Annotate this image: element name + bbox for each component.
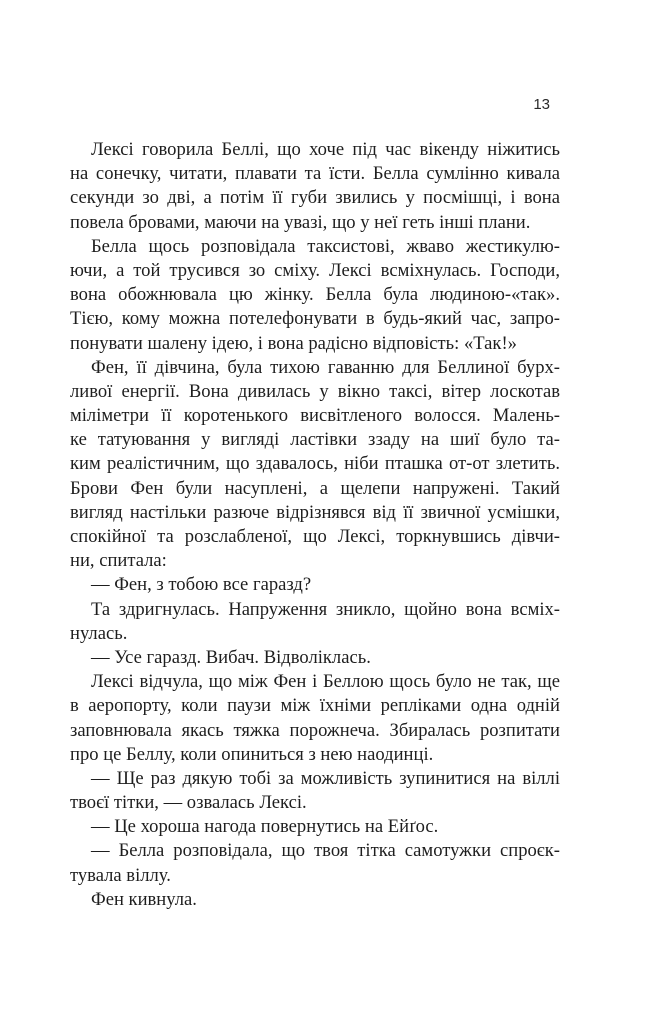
text-line: Лексі відчула, що між Фен і Беллою щось було не так, ще [91, 671, 560, 693]
text-line: Та здригнулась. Напруження зникло, щойно вона всміх- [91, 598, 560, 620]
text-line: — Усе гаразд. Вибач. Відволіклась. [91, 646, 371, 668]
text-line: — Це хороша нагода повернутись на Ейґос. [91, 816, 439, 838]
text-line: Фен, її дівчина, була тихою гаванню для Беллиної бурх- [91, 356, 560, 378]
text-line: Брови Фен були насуплені, а щелепи напружені. Такий [70, 477, 560, 499]
body-text [70, 138, 560, 912]
text-line: тувала віллу. [70, 864, 171, 886]
text-line: ке татуювання у вигляді ластівки ззаду на шиї було та- [70, 429, 560, 451]
text-line: Фен кивнула. [91, 888, 197, 910]
text-line: ючи, а той трусився зо сміху. Лексі всміхнулась. Господи, [70, 259, 560, 281]
text-line: понувати шалену ідею, і вона радісно відповість: «Так!» [70, 332, 517, 354]
text-line: Тією, кому можна потелефонувати в будь-який час, запро- [70, 308, 560, 330]
text-line: заповнювала якась тяжка порожнеча. Збиралась розпитати [70, 719, 560, 741]
text-line: вигляд настільки разюче відрізнявся від її звичної усмішки, [70, 501, 560, 523]
text-line: Белла щось розповідала таксистові, жваво жестикулю- [91, 235, 560, 257]
text-line: повела бровами, маючи на увазі, що у неї геть інші плани. [70, 211, 531, 233]
page-number: 13 [533, 96, 550, 113]
text-line: — Фен, з тобою все гаразд? [91, 574, 312, 596]
text-line: секунди зо дві, а потім її губи звились у посмішці, і вона [70, 187, 560, 209]
text-line: Лексі говорила Беллі, що хоче під час вікенду ніжитись [91, 139, 560, 160]
text-line: нулась. [70, 622, 128, 644]
text-line: спокійної та розслабленої, що Лексі, торкнувшись дівчи- [70, 526, 560, 547]
text-line: в аеропорту, коли паузи між їхніми репліками одна одній [70, 695, 560, 717]
text-line: — Белла розповідала, що твоя тітка самотужки спроєк- [91, 840, 560, 862]
text-line: ким реалістичним, що здавалось, ніби пташка от-от злетить. [70, 453, 560, 475]
text-line: міліметри її коротенького висвітленого волосся. Малень- [70, 405, 560, 427]
text-line: про це Беллу, коли опиниться з нею наодинці. [70, 743, 434, 765]
text-line: на сонечку, читати, плавати та їсти. Белла сумлінно кивала [70, 163, 560, 185]
text-line: — Ще раз дякую тобі за можливість зупинитися на віллі [91, 767, 560, 789]
text-line: ливої енергії. Вона дивилась у вікно таксі, вітер лоскотав [70, 380, 560, 402]
text-line: ни, спитала: [70, 550, 167, 572]
text-line: твоєї тітки, — озвалась Лексі. [70, 792, 307, 814]
text-line: вона обожнювала цю жінку. Белла була людиною-«так». [70, 284, 560, 306]
